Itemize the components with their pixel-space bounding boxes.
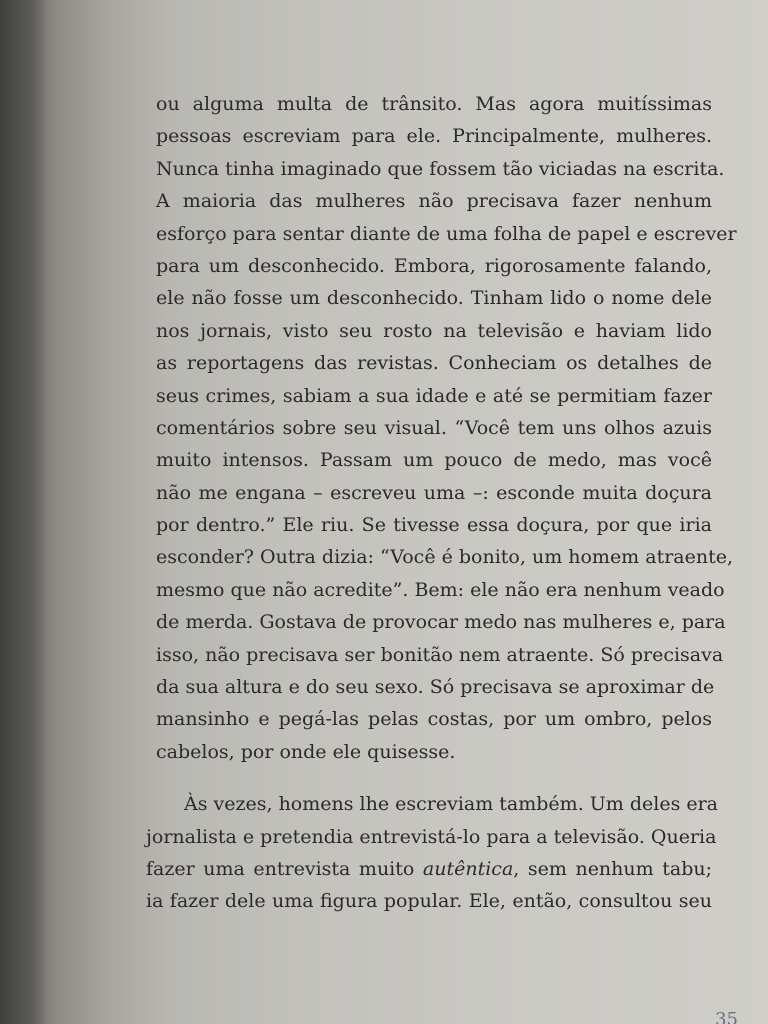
paragraph-2 xyxy=(146,788,719,918)
body-text xyxy=(146,88,737,918)
text-line: Nunca tinha imaginado que fossem tão viciadas na escrita. xyxy=(156,157,725,180)
text-line: mesmo que não acredite”. Bem: ele não era nenhum veado xyxy=(156,578,725,601)
text-line: A maioria das mulheres não precisava fazer nenhum xyxy=(156,190,712,213)
text-line: nos jornais, visto seu rosto na televisão e haviam lido xyxy=(156,319,712,342)
italic-word: autêntica xyxy=(422,857,514,880)
text-line: esconder? Outra dizia: “Você é bonito, um homem atraente, xyxy=(156,546,734,569)
text-line: não me engana – escreveu uma –: esconde muita doçura xyxy=(156,481,712,504)
text-line: ele não fosse um desconhecido. Tinham lido o nome dele xyxy=(156,287,712,310)
text-line: da sua altura e do seu sexo. Só precisava se aproximar de xyxy=(156,676,715,699)
text-run: , sem nenhum tabu; xyxy=(513,857,712,880)
text-line: ia fazer dele uma figura popular. Ele, então, consultou seu xyxy=(146,890,712,913)
text-line-with-italic xyxy=(146,853,712,885)
text-line: por dentro.” Ele riu. Se tivesse essa doçura, por que iria xyxy=(156,514,712,537)
text-line: pessoas escreviam para ele. Principalmente, mulheres. xyxy=(156,125,712,148)
page-number: 35 xyxy=(715,1009,738,1024)
text-line: comentários sobre seu visual. “Você tem uns olhos azuis xyxy=(156,416,712,439)
text-run: fazer uma entrevista muito xyxy=(146,857,423,880)
text-line: seus crimes, sabiam a sua idade e até se permitiam fazer xyxy=(156,384,712,407)
text-line: isso, não precisava ser bonitão nem atraente. Só precisava xyxy=(156,643,724,666)
text-line: as reportagens das revistas. Conheciam os detalhes de xyxy=(156,352,712,375)
text-line: cabelos, por onde ele quisesse. xyxy=(156,740,456,763)
paragraph-1 xyxy=(156,88,737,768)
text-line: esforço para sentar diante de uma folha de papel e escrever xyxy=(156,222,737,245)
text-line: muito intensos. Passam um pouco de medo, mas você xyxy=(156,449,712,472)
text-line: ou alguma multa de trânsito. Mas agora muitíssimas xyxy=(156,93,712,115)
paragraph-spacer xyxy=(156,768,712,788)
text-line: para um desconhecido. Embora, rigorosamente falando, xyxy=(156,254,712,277)
text-line: jornalista e pretendia entrevistá-lo para a televisão. Queria xyxy=(146,825,717,848)
page-gutter-shadow xyxy=(0,0,48,1024)
text-line: Às vezes, homens lhe escreviam também. Um deles era xyxy=(184,793,719,816)
text-line: de merda. Gostava de provocar medo nas mulheres e, para xyxy=(156,611,726,634)
text-line: mansinho e pegá-las pelas costas, por um ombro, pelos xyxy=(156,708,712,731)
